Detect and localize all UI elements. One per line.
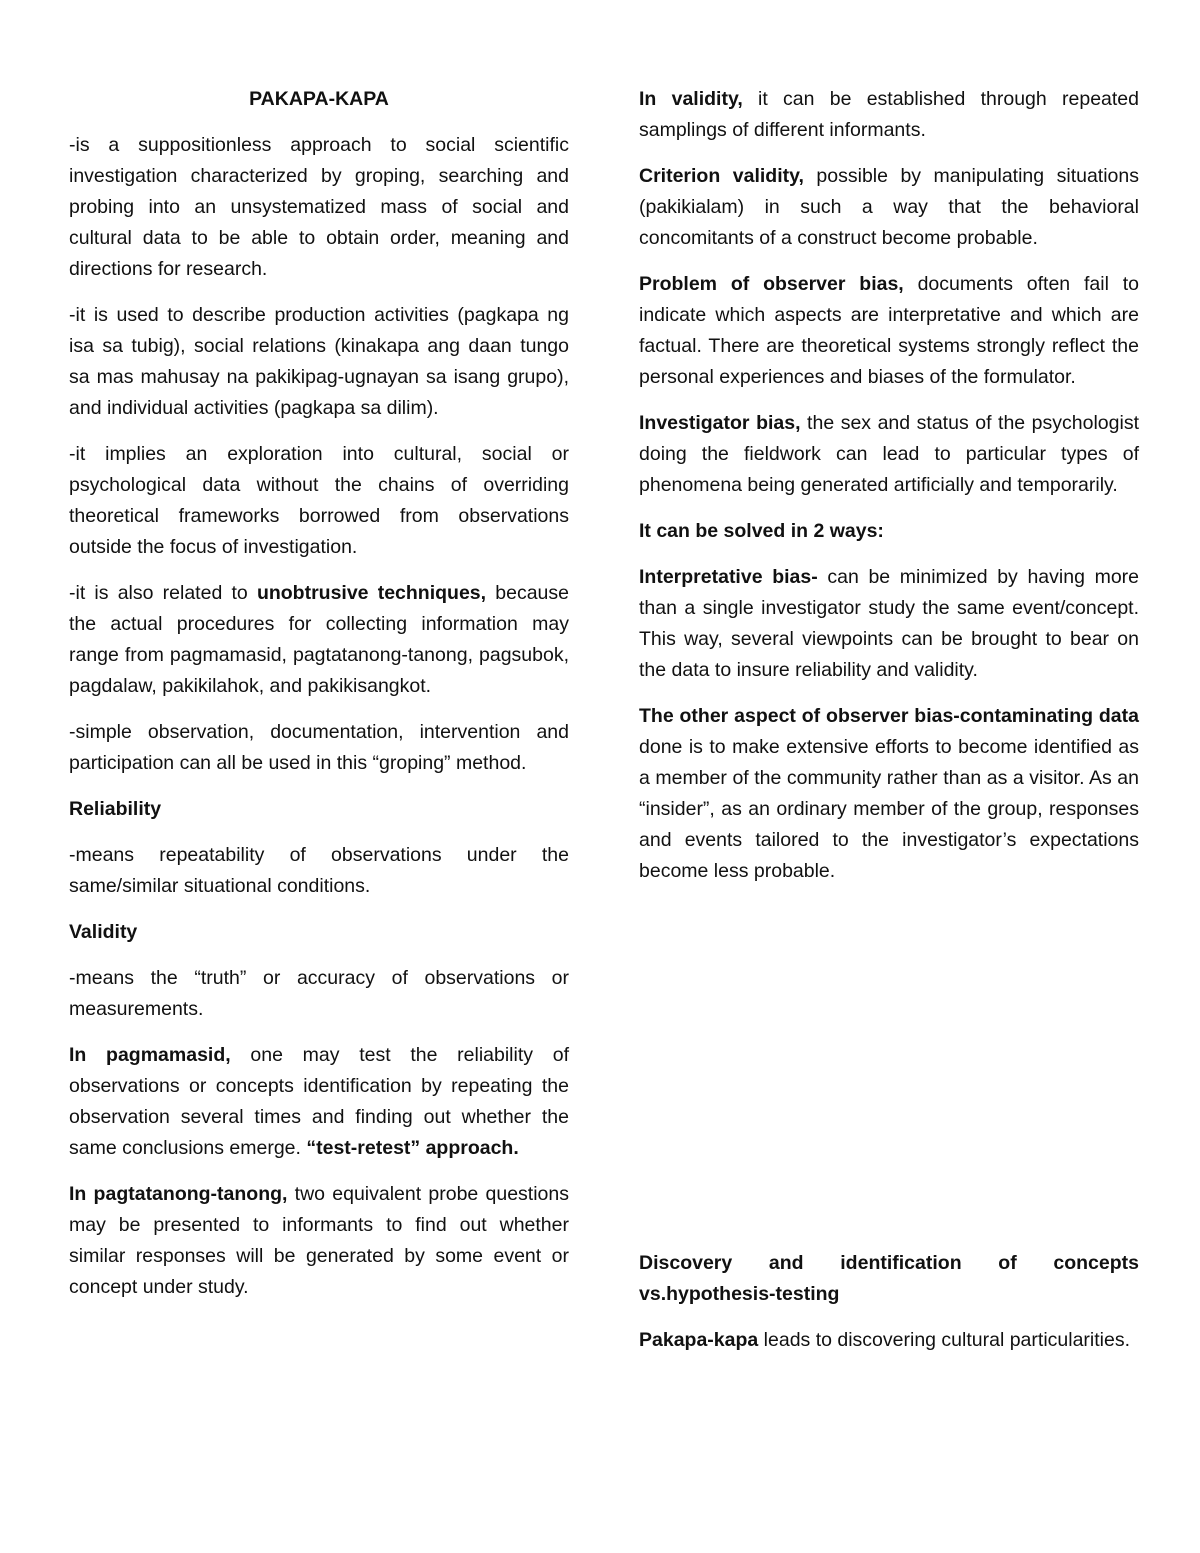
unobtrusive-bold: unobtrusive techniques, [256,582,487,604]
solved-heading: It can be solved in 2 ways: [639,520,884,542]
discovery-heading: Discovery and identification of concepts vs.hypothesis-testing [639,1252,1139,1305]
observer-bias-text: documents often fail to indicate which aspects are interpretative and which are factual. There are theoretical systems strongly reflect the personal experiences and biases of the formulator. [639,273,1139,388]
in-validity-paragraph [639,84,1139,146]
pakapa-paragraph [639,1325,1139,1356]
unobtrusive-text-b: because the actual procedures for collecting information may range from pagmamasid, pagtatanong-tanong, pagsubok, pagdalaw, pakikilahok, and pakikisangkot. [69,582,569,697]
pagmamasid-paragraph [69,1040,569,1164]
definition-paragraph: -is a suppositionless approach to social scientific investigation characterized by groping, searching and probing into an unsystematized mass of social and cultural data to be able to obtain order, meaning and directions for research. [69,134,569,280]
validity-text: -means the “truth” or accuracy of observations or measurements. [69,967,569,1020]
usage-paragraph: -it is used to describe production activities (pagkapa ng isa sa tubig), social relations (kinakapa ang daan tungo sa mas mahusay na pakikipag-ugnayan sa isang grupo), and individual activities (pagkapa sa dilim). [69,304,569,419]
interpretative-bold: Interpretative bias- [639,566,818,588]
investigator-bias-paragraph [639,408,1139,501]
unobtrusive-text-a: -it is also related to [69,582,257,604]
right-column [639,84,1139,902]
criterion-bold: Criterion validity, [639,165,804,187]
criterion-paragraph [639,161,1139,254]
pakapa-bold: Pakapa-kapa [639,1329,759,1351]
pagtatanong-bold: In pagtatanong-tanong, [69,1183,288,1205]
observer-bias-paragraph [639,269,1139,393]
interpretative-paragraph [639,562,1139,686]
discovery-section [639,1248,1139,1371]
exploration-paragraph: -it implies an exploration into cultural, social or psychological data without the chains of overriding theoretical frameworks borrowed from observations outside the focus of investigation. [69,443,569,558]
interpretative-text: can be minimized by having more than a single investigator study the same event/concept. This way, several viewpoints can be brought to bear on the data to insure reliability and validity. [639,566,1140,681]
in-validity-text: it can be established through repeated samplings of different informants. [639,88,1139,141]
investigator-bias-bold: Investigator bias, [639,412,801,434]
pagmamasid-bold: In pagmamasid, [69,1044,231,1066]
pakapa-text: leads to discovering cultural particularities. [758,1329,1131,1351]
other-aspect-text: done is to make extensive efforts to become identified as a member of the community rather than as a visitor. As an “insider”, as an ordinary member of the group, responses and events tailored to the investigator’s expectations become less probable. [639,736,1139,882]
pagtatanong-paragraph [69,1179,569,1303]
other-aspect-paragraph [639,701,1139,887]
test-retest-bold: “test-retest” approach. [306,1137,519,1159]
other-aspect-bold: The other aspect of observer bias-contaminating data [639,705,1139,727]
observer-bias-bold: Problem of observer bias, [639,273,904,295]
investigator-bias-text: the sex and status of the psychologist doing the fieldwork can lead to particular types of phenomena being generated artificially and temporarily. [639,412,1139,496]
pagtatanong-text: two equivalent probe questions may be presented to informants to find out whether similar responses will be generated by some event or concept under study. [69,1183,569,1298]
criterion-text: possible by manipulating situations (pakikialam) in such a way that the behavioral concomitants of a construct become probable. [639,165,1139,249]
in-validity-bold: In validity, [639,88,743,110]
methods-paragraph: -simple observation, documentation, intervention and participation can all be used in this “groping” method. [69,721,569,774]
pagmamasid-text: one may test the reliability of observations or concepts identification by repeating the observation several times and finding out whether the same conclusions emerge. [69,1044,569,1159]
validity-heading: Validity [69,921,138,943]
reliability-heading: Reliability [69,798,162,820]
unobtrusive-paragraph [69,578,569,702]
document-title: PAKAPA-KAPA [249,88,389,110]
left-column [69,84,569,1318]
reliability-text: -means repeatability of observations under the same/similar situational conditions. [69,844,569,897]
